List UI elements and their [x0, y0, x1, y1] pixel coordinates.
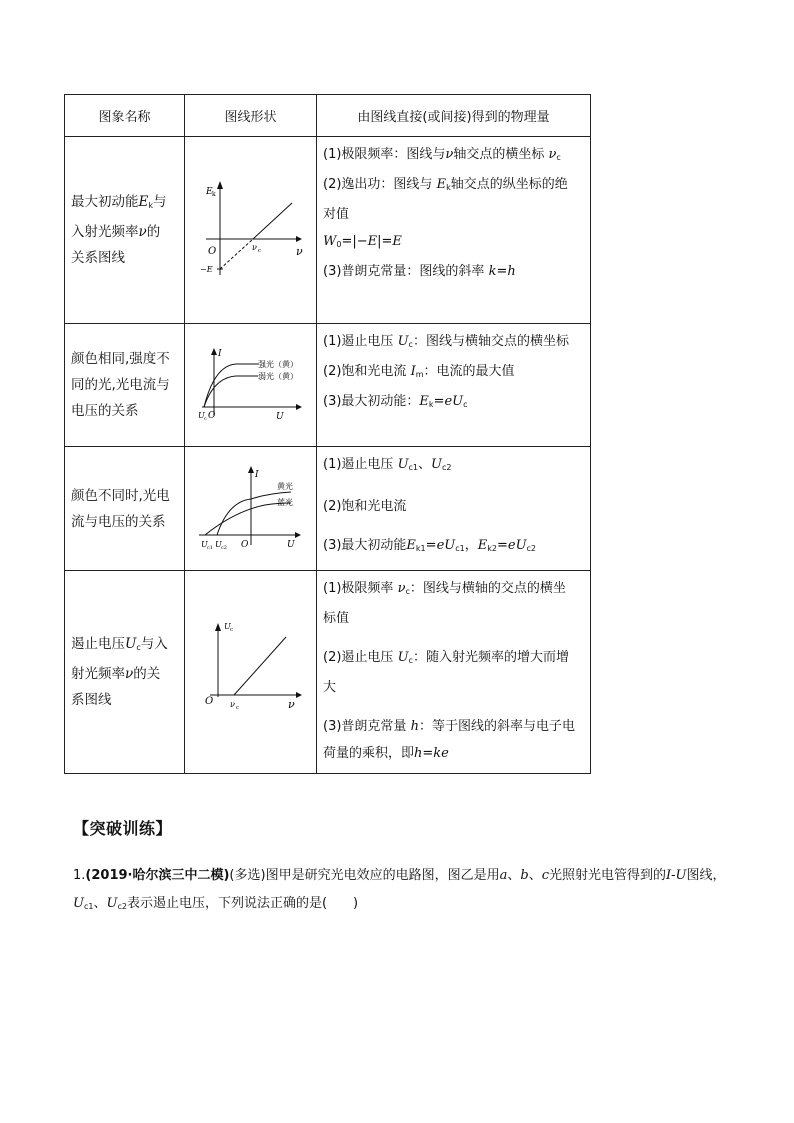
- svg-text:O: O: [207, 246, 216, 257]
- table-row: [65, 324, 591, 447]
- svg-text:O: O: [204, 696, 213, 707]
- svg-text:弱光（黄）: 弱光（黄）: [257, 372, 298, 381]
- row-name: 遏止电压$U_c$与入 射光频率ν的关 系图线: [65, 571, 185, 774]
- svg-text:U: U: [275, 412, 284, 422]
- ek-nu-graph: [196, 175, 306, 285]
- svg-text:c2: c2: [220, 544, 227, 551]
- svg-text:U: U: [223, 622, 231, 631]
- header-quantity: 由图线直接(或间接)得到的物理量: [317, 95, 591, 137]
- row-graph: [185, 324, 317, 447]
- svg-text:−E: −E: [199, 265, 213, 274]
- row-quantities: (1)遏止电压 $U_c$：图线与横轴交点的横坐标 (2)饱和光电流 $I_m$：电流的最大值 (3)最大初动能：$E_k=eU_c$: [317, 324, 591, 447]
- svg-text:c: c: [203, 416, 207, 422]
- row-graph: [185, 137, 317, 324]
- question-1: 1.(2019·哈尔滨三中二模)(多选)图甲是研究光电效应的电路图，图乙是用a、b、c光照射光电管得到的I-U图线，$U_{c1}$、$U_{c2}$表示遏止电压，下列说法正确的是( ): [73, 868, 726, 911]
- section-title: 【突破训练】: [73, 819, 173, 838]
- svg-text:强光（黄）: 强光（黄）: [257, 360, 298, 369]
- header-shape: 图线形状: [185, 95, 317, 137]
- physics-table: [64, 94, 591, 774]
- svg-text:I: I: [217, 349, 222, 359]
- svg-text:U: U: [197, 411, 205, 420]
- row-name: 颜色不同时,光电 流与电压的关系: [65, 447, 185, 571]
- row-quantities: (1)遏止电压 $U_{c1}$、$U_{c2}$ (2)饱和光电流 (3)最大初动能$E_{k1}=eU_{c1}$，$E_{k2}=eU_{c2}$: [317, 447, 591, 571]
- row-quantities: (1)极限频率：图线与ν轴交点的横坐标 $\nu_c$ (2)逸出功：图线与 $E_k$轴交点的纵坐标的绝 对值 $W_0=|-E|=E$ (3)普朗克常量：图线的斜率 k=h: [317, 137, 591, 324]
- iu-intensity-graph: [196, 345, 306, 425]
- svg-text:ν: ν: [229, 700, 235, 709]
- svg-text:ν: ν: [287, 698, 295, 711]
- row-name: 颜色相同,强度不 同的光,光电流与 电压的关系: [65, 324, 185, 447]
- svg-text:c: c: [235, 705, 239, 711]
- svg-text:黄光: 黄光: [276, 481, 293, 491]
- uc-nu-graph: [196, 617, 306, 727]
- svg-text:O: O: [240, 539, 248, 550]
- svg-text:c: c: [229, 627, 233, 633]
- svg-text:ν: ν: [251, 243, 257, 252]
- svg-text:U: U: [214, 539, 222, 549]
- svg-text:ν: ν: [295, 245, 303, 258]
- svg-text:c1: c1: [206, 544, 213, 551]
- svg-text:E: E: [205, 187, 213, 197]
- row-quantities: (1)极限频率 $\nu_c$：图线与横轴的交点的横坐 标值 (2)遏止电压 $U_c$：随入射光频率的增大而增 大 (3)普朗克常量 h：等于图线的斜率与电子电 荷量的乘积，即h=ke: [317, 571, 591, 774]
- row-graph: [185, 447, 317, 571]
- row-name: 最大初动能$E_k$与 入射光频率ν的 关系图线: [65, 137, 185, 324]
- question-source: (2019·哈尔滨三中二模): [85, 868, 230, 883]
- table-row: [65, 447, 591, 571]
- header-name: 图象名称: [65, 95, 185, 137]
- svg-text:U: U: [200, 539, 208, 549]
- svg-text:O: O: [207, 411, 215, 421]
- table-row: [65, 571, 591, 774]
- table-header-row: [65, 95, 591, 137]
- iu-color-graph: [195, 461, 307, 557]
- row-graph: [185, 571, 317, 774]
- svg-text:c: c: [257, 248, 261, 254]
- table-row: [65, 137, 591, 324]
- svg-text:I: I: [254, 469, 259, 480]
- svg-text:U: U: [286, 539, 295, 550]
- svg-text:k: k: [211, 191, 216, 198]
- svg-text:蓝光: 蓝光: [276, 497, 293, 507]
